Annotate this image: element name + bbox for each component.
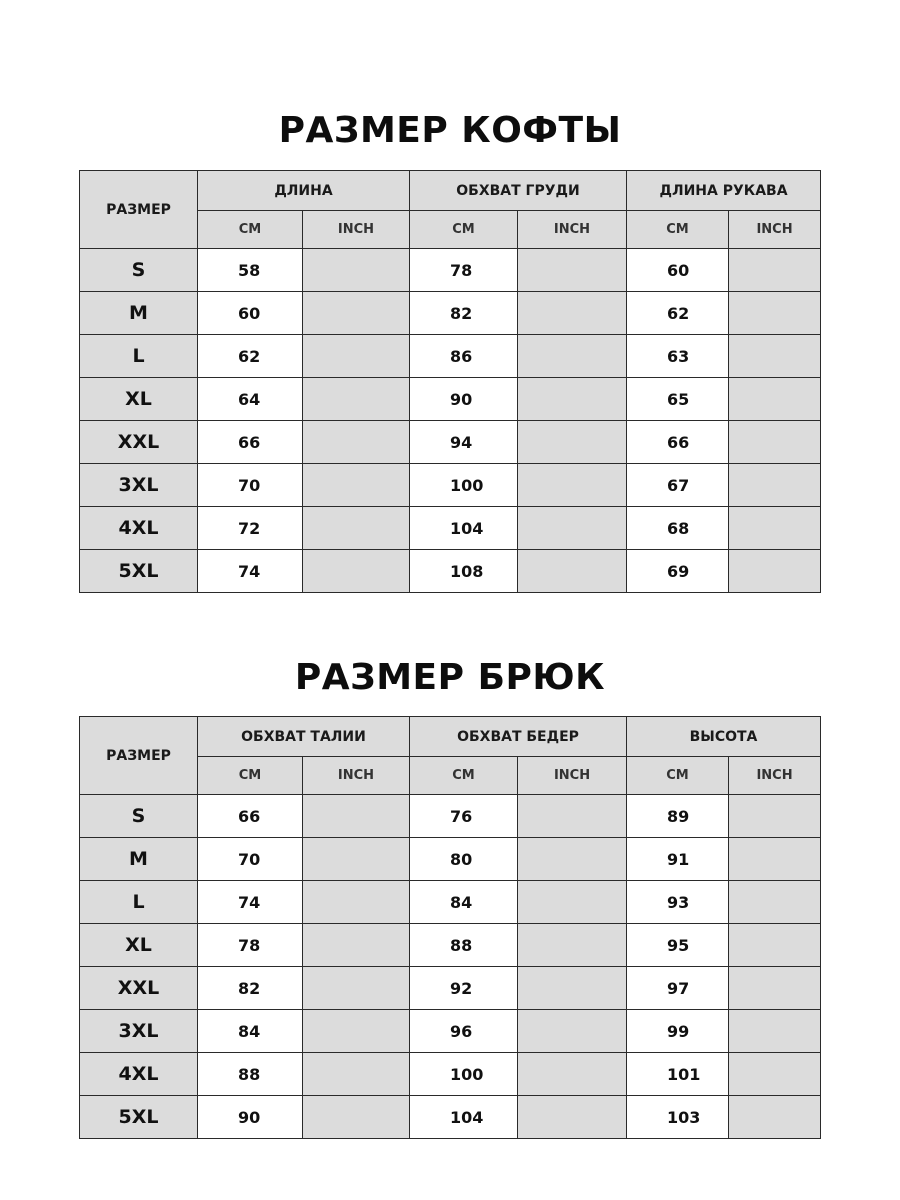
size-label: 3XL — [80, 464, 198, 507]
inch-value — [303, 795, 410, 838]
cm-value: 64 — [198, 378, 303, 421]
table-row — [80, 924, 821, 967]
table-row — [80, 464, 821, 507]
inch-value — [518, 550, 627, 593]
inch-value — [518, 838, 627, 881]
inch-value — [303, 838, 410, 881]
inch-value — [303, 292, 410, 335]
cm-value: 108 — [410, 550, 518, 593]
cm-value: 95 — [627, 924, 729, 967]
inch-value — [729, 795, 821, 838]
inch-value — [303, 967, 410, 1010]
cm-value: 78 — [198, 924, 303, 967]
unit-header: CM — [410, 757, 518, 795]
unit-header: CM — [410, 211, 518, 249]
table-row — [80, 421, 821, 464]
cm-value: 72 — [198, 507, 303, 550]
inch-value — [729, 335, 821, 378]
size-label: S — [80, 249, 198, 292]
size-label: 4XL — [80, 1053, 198, 1096]
size-label: 5XL — [80, 550, 198, 593]
cm-value: 103 — [627, 1096, 729, 1139]
cm-value: 76 — [410, 795, 518, 838]
size-header: РАЗМЕР — [80, 717, 198, 795]
cm-value: 66 — [198, 421, 303, 464]
cm-value: 65 — [627, 378, 729, 421]
size-label: XL — [80, 924, 198, 967]
inch-value — [303, 507, 410, 550]
unit-header: INCH — [518, 757, 627, 795]
inch-value — [729, 838, 821, 881]
table-row — [80, 838, 821, 881]
cm-value: 92 — [410, 967, 518, 1010]
inch-value — [518, 795, 627, 838]
unit-header: CM — [627, 757, 729, 795]
cm-value: 66 — [627, 421, 729, 464]
unit-header: INCH — [518, 211, 627, 249]
cm-value: 70 — [198, 464, 303, 507]
unit-header: CM — [198, 211, 303, 249]
group-header: ВЫСОТА — [627, 717, 821, 757]
inch-value — [303, 1096, 410, 1139]
group-header: ОБХВАТ ТАЛИИ — [198, 717, 410, 757]
inch-value — [518, 1010, 627, 1053]
size-label: L — [80, 335, 198, 378]
inch-value — [303, 335, 410, 378]
table-row — [80, 1010, 821, 1053]
cm-value: 68 — [627, 507, 729, 550]
inch-value — [729, 292, 821, 335]
inch-value — [729, 464, 821, 507]
cm-value: 99 — [627, 1010, 729, 1053]
inch-value — [518, 378, 627, 421]
unit-header: INCH — [729, 211, 821, 249]
table-row — [80, 335, 821, 378]
group-header: ДЛИНА — [198, 171, 410, 211]
cm-value: 84 — [198, 1010, 303, 1053]
size-label: S — [80, 795, 198, 838]
cm-value: 82 — [198, 967, 303, 1010]
group-header: ДЛИНА РУКАВА — [627, 171, 821, 211]
cm-value: 94 — [410, 421, 518, 464]
inch-value — [729, 550, 821, 593]
cm-value: 89 — [627, 795, 729, 838]
unit-header: INCH — [303, 757, 410, 795]
inch-value — [729, 924, 821, 967]
size-label: 3XL — [80, 1010, 198, 1053]
inch-value — [729, 881, 821, 924]
table-row — [80, 378, 821, 421]
cm-value: 97 — [627, 967, 729, 1010]
inch-value — [518, 1053, 627, 1096]
inch-value — [518, 881, 627, 924]
cm-value: 93 — [627, 881, 729, 924]
inch-value — [518, 924, 627, 967]
inch-value — [303, 1053, 410, 1096]
cm-value: 101 — [627, 1053, 729, 1096]
cm-value: 62 — [627, 292, 729, 335]
top-title: РАЗМЕР КОФТЫ — [278, 110, 622, 151]
inch-value — [518, 464, 627, 507]
cm-value: 86 — [410, 335, 518, 378]
cm-value: 70 — [198, 838, 303, 881]
cm-value: 91 — [627, 838, 729, 881]
cm-value: 80 — [410, 838, 518, 881]
size-label: XXL — [80, 967, 198, 1010]
cm-value: 69 — [627, 550, 729, 593]
top-size-table — [79, 170, 821, 593]
cm-value: 104 — [410, 1096, 518, 1139]
inch-value — [729, 378, 821, 421]
table-row — [80, 550, 821, 593]
inch-value — [729, 1010, 821, 1053]
size-label: M — [80, 292, 198, 335]
group-header: ОБХВАТ ГРУДИ — [410, 171, 627, 211]
cm-value: 96 — [410, 1010, 518, 1053]
table-row — [80, 507, 821, 550]
cm-value: 74 — [198, 881, 303, 924]
cm-value: 67 — [627, 464, 729, 507]
bottom-size-table — [79, 716, 821, 1139]
inch-value — [518, 292, 627, 335]
size-label: L — [80, 881, 198, 924]
inch-value — [303, 881, 410, 924]
inch-value — [518, 507, 627, 550]
cm-value: 90 — [410, 378, 518, 421]
inch-value — [518, 249, 627, 292]
table-row — [80, 1096, 821, 1139]
inch-value — [303, 1010, 410, 1053]
inch-value — [518, 967, 627, 1010]
bottom-title: РАЗМЕР БРЮК — [294, 657, 606, 698]
cm-value: 88 — [198, 1053, 303, 1096]
inch-value — [518, 1096, 627, 1139]
cm-value: 82 — [410, 292, 518, 335]
table-row — [80, 795, 821, 838]
cm-value: 88 — [410, 924, 518, 967]
unit-header: CM — [627, 211, 729, 249]
cm-value: 100 — [410, 464, 518, 507]
table-row — [80, 967, 821, 1010]
cm-value: 66 — [198, 795, 303, 838]
inch-value — [729, 507, 821, 550]
inch-value — [518, 335, 627, 378]
cm-value: 78 — [410, 249, 518, 292]
inch-value — [303, 550, 410, 593]
inch-value — [303, 464, 410, 507]
inch-value — [729, 249, 821, 292]
inch-value — [303, 378, 410, 421]
size-label: 5XL — [80, 1096, 198, 1139]
unit-header: INCH — [729, 757, 821, 795]
size-label: 4XL — [80, 507, 198, 550]
cm-value: 74 — [198, 550, 303, 593]
unit-header: CM — [198, 757, 303, 795]
table-row — [80, 249, 821, 292]
size-label: XXL — [80, 421, 198, 464]
cm-value: 104 — [410, 507, 518, 550]
table-row — [80, 881, 821, 924]
size-label: XL — [80, 378, 198, 421]
cm-value: 90 — [198, 1096, 303, 1139]
cm-value: 60 — [627, 249, 729, 292]
cm-value: 58 — [198, 249, 303, 292]
size-header: РАЗМЕР — [80, 171, 198, 249]
group-header: ОБХВАТ БЕДЕР — [410, 717, 627, 757]
inch-value — [303, 421, 410, 464]
table-row — [80, 292, 821, 335]
inch-value — [303, 249, 410, 292]
inch-value — [729, 1053, 821, 1096]
inch-value — [729, 967, 821, 1010]
size-label: M — [80, 838, 198, 881]
cm-value: 60 — [198, 292, 303, 335]
inch-value — [303, 924, 410, 967]
cm-value: 84 — [410, 881, 518, 924]
cm-value: 63 — [627, 335, 729, 378]
cm-value: 62 — [198, 335, 303, 378]
cm-value: 100 — [410, 1053, 518, 1096]
inch-value — [729, 1096, 821, 1139]
inch-value — [518, 421, 627, 464]
table-row — [80, 1053, 821, 1096]
unit-header: INCH — [303, 211, 410, 249]
inch-value — [729, 421, 821, 464]
